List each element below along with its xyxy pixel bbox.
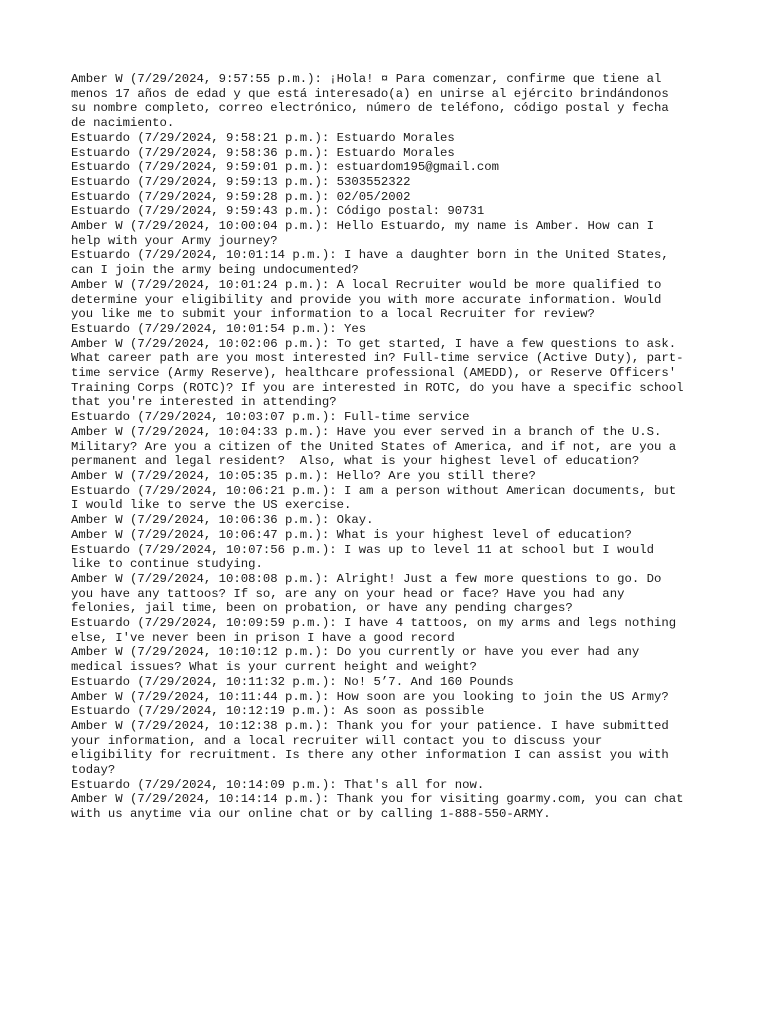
chat-message: Estuardo (7/29/2024, 10:01:54 p.m.): Yes	[71, 321, 367, 336]
chat-message: Estuardo (7/29/2024, 10:12:19 p.m.): As soon as possible	[71, 704, 485, 719]
chat-message: Estuardo (7/29/2024, 9:58:36 p.m.): Estuardo Morales	[71, 145, 455, 160]
chat-message: Estuardo (7/29/2024, 10:11:32 p.m.): No! 5’7. And 160 Pounds	[71, 674, 514, 689]
chat-message: Estuardo (7/29/2024, 10:09:59 p.m.): I have 4 tattoos, on my arms and legs nothing else, I've never been in prison I have a good record	[71, 616, 677, 645]
chat-message: Amber W (7/29/2024, 10:06:36 p.m.): Okay.	[71, 513, 374, 528]
chat-message: Estuardo (7/29/2024, 9:59:28 p.m.): 02/05/2002	[71, 189, 411, 204]
chat-message: Estuardo (7/29/2024, 9:58:21 p.m.): Estuardo Morales	[71, 130, 455, 145]
chat-message: Estuardo (7/29/2024, 10:14:09 p.m.): That's all for now.	[71, 777, 485, 792]
chat-message: Estuardo (7/29/2024, 9:59:01 p.m.): estuardom195@gmail.com	[71, 160, 500, 175]
chat-message: Amber W (7/29/2024, 10:12:38 p.m.): Thank you for your patience. I have submitted your information, and a local recruiter will contact you to discuss your eligibility for recruitment. Is there any other information I can assist you with today?	[71, 718, 669, 778]
chat-message: Amber W (7/29/2024, 10:01:24 p.m.): A local Recruiter would be more qualified to determine your eligibility and provide you with more accurate information. Would you like me to submit your information to a local Recruiter for review?	[71, 277, 662, 322]
chat-message: Amber W (7/29/2024, 10:04:33 p.m.): Have you ever served in a branch of the U.S. Military? Are you a citizen of the United States of America, and if not, are you a permanent and legal resident? Also, what is your highest level of education?	[71, 424, 677, 469]
chat-message: Estuardo (7/29/2024, 10:01:14 p.m.): I have a daughter born in the United States, can I join the army being undocumented?	[71, 248, 669, 278]
chat-message: Amber W (7/29/2024, 10:08:08 p.m.): Alright! Just a few more questions to go. Do you have any tattoos? If so, are any on your head or face? Have you had any felonies, jail time, been on probation, or have any pending charges?	[71, 571, 662, 616]
chat-message: Amber W (7/29/2024, 10:11:44 p.m.): How soon are you looking to join the US Army?	[71, 689, 669, 704]
chat-message: Amber W (7/29/2024, 10:06:47 p.m.): What is your highest level of education?	[71, 527, 632, 542]
chat-message: Amber W (7/29/2024, 10:10:12 p.m.): Do you currently or have you ever had any medical issues? What is your current height and weight?	[71, 645, 640, 675]
chat-message: Amber W (7/29/2024, 10:02:06 p.m.): To get started, I have a few questions to ask. What career path are you most interested in? Full-time service (Active Duty), part- time service (Army Reserve), healthcare professional (AMEDD), or Reserve Officers' Training Corps (ROTC)? If you are interested in ROTC, do you have a specific school that you're interested in attending?	[71, 336, 684, 410]
chat-message: Amber W (7/29/2024, 10:14:14 p.m.): Thank you for visiting goarmy.com, you can chat with us anytime via our online chat or by calling 1-888-550-ARMY.	[71, 792, 684, 822]
chat-message: Estuardo (7/29/2024, 9:59:43 p.m.): Código postal: 90731	[71, 204, 485, 219]
chat-message: Estuardo (7/29/2024, 10:06:21 p.m.): I am a person without American documents, but I would like to serve the US exercise.	[71, 483, 677, 513]
chat-message: Estuardo (7/29/2024, 9:59:13 p.m.): 5303552322	[71, 174, 411, 189]
chat-transcript	[71, 72, 701, 822]
chat-message: Amber W (7/29/2024, 10:00:04 p.m.): Hello Estuardo, my name is Amber. How can I help with your Army journey?	[71, 219, 654, 248]
chat-message: Amber W (7/29/2024, 10:05:35 p.m.): Hello? Are you still there?	[71, 468, 536, 483]
chat-message: Estuardo (7/29/2024, 10:07:56 p.m.): I was up to level 11 at school but I would like to continue studying.	[71, 542, 654, 572]
chat-message: Amber W (7/29/2024, 9:57:55 p.m.): ¡Hola! ¤ Para comenzar, confirme que tiene al menos 17 años de edad y que está interesado(a) en unirse al ejército brindándonos su nombre completo, correo electrónico, número de teléfono, código postal y fecha de nacimiento.	[71, 72, 669, 131]
chat-message: Estuardo (7/29/2024, 10:03:07 p.m.): Full-time service	[71, 410, 470, 425]
